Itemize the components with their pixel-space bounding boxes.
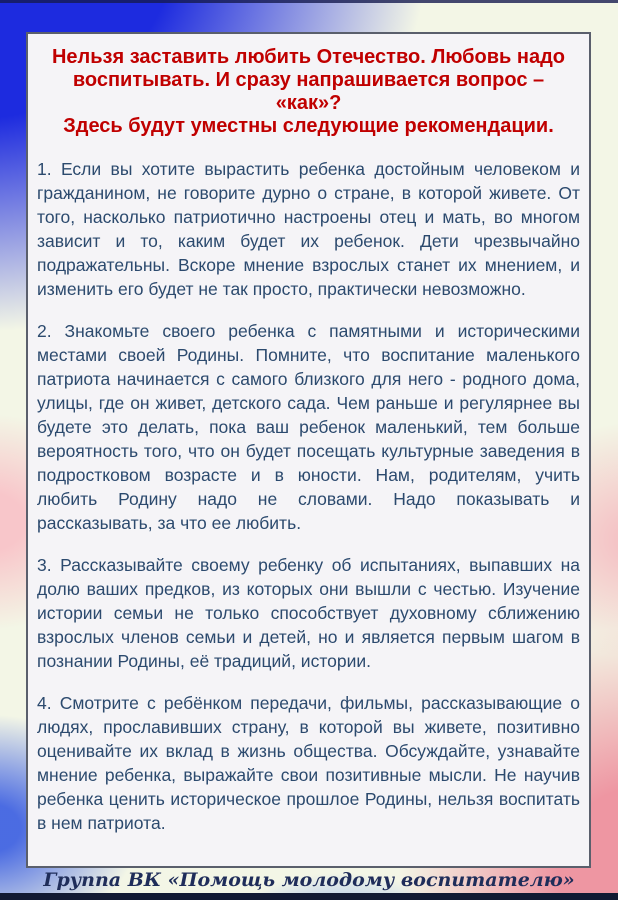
paragraph-1: 1. Если вы хотите вырастить ребенка достойным человеком и гражданином, не говорите дурно о стране, в которой живете. От того, насколько патриотично настроены отец и мать, во многом зависит и то, каким будет их ребенок. Дети чрезвычайно подражательны. Вскоре мнение взрослых станет их мнением, и изменить его будет не так просто, практически невозможно. (37, 159, 580, 299)
page-title (43, 46, 574, 138)
footer-caption: Группа ВК «Помощь молодому воспитателю» (43, 869, 575, 891)
top-border-line (0, 0, 618, 3)
heading-line-2: воспитывать. И сразу напрашивается вопрос – «как»? (72, 69, 545, 114)
paragraph-2: 2. Знакомьте своего ребенка с памятными и историческими местами своей Родины. Помните, что воспитание маленького патриота начинается с самого близкого для него - родного дома, улицы, где он живет, детского сада. Чем раньше и регулярнее вы будете это делать, пока ваш ребенок маленький, тем больше вероятность того, что он будет посещать культурные заведения в подростковом возрасте и в юности. Нам, родителям, учить любить Родину надо не словами. Надо показывать и рассказывать, за что ее любить. (37, 321, 580, 533)
heading-line-3: Здесь будут уместны следующие рекомендации. (63, 115, 554, 137)
content-panel (26, 32, 591, 868)
heading-line-1: Нельзя заставить любить Отечество. Любовь надо (51, 46, 566, 68)
paragraph-3: 3. Рассказывайте своему ребенку об испытаниях, выпавших на долю ваших предков, из которых они вышли с честью. Изучение истории семьи не только способствует духовному сближению взрослых членов семьи и детей, но и является первым шагом в познании Родины, её традиций, истории. (37, 555, 580, 671)
bottom-border-bar (0, 893, 618, 900)
paragraph-4: 4. Смотрите с ребёнком передачи, фильмы, рассказывающие о людях, прославивших страну, в которой вы живете, позитивно оценивайте их вклад в жизнь общества. Обсуждайте, узнавайте мнение ребенка, выражайте свои позитивные мысли. Не научив ребенка ценить историческое прошлое Родины, нельзя воспитать в нем патриота. (37, 693, 580, 833)
